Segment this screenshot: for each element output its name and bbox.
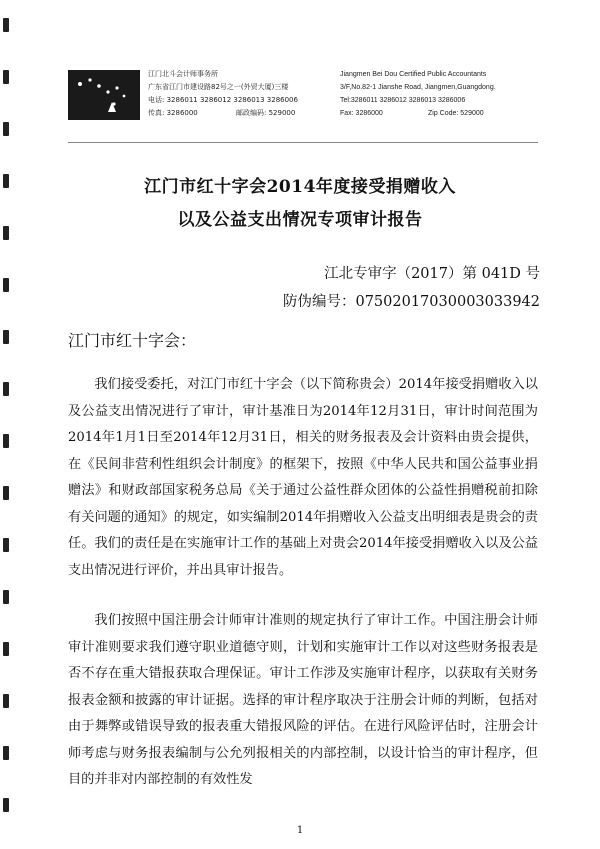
report-title-line2: 以及公益支出情况专项审计报告: [177, 210, 423, 230]
binding-hole: [3, 382, 9, 396]
binding-hole: [3, 746, 9, 760]
fax-postcode-cn: [148, 107, 298, 120]
binding-hole: [3, 694, 9, 708]
binding-hole: [3, 122, 9, 136]
binding-hole: [3, 434, 9, 448]
postcode-cn: 邮政编码: 529000: [236, 109, 296, 117]
letterhead-english: [340, 68, 496, 120]
firm-logo: [68, 70, 140, 120]
binding-hole: [3, 330, 9, 344]
fax-en: Fax: 3286000: [340, 110, 383, 117]
binding-hole: [3, 70, 9, 84]
tel-en: Tel:3286011 3286012 3286013 3286006: [340, 97, 466, 104]
report-title-line1: 江门市红十字会2014年度接受捐赠收入: [144, 177, 456, 197]
letterhead: [68, 60, 538, 130]
page-number: 1: [296, 825, 304, 836]
tel-cn: 电话: 3286011 3286012 3286013 3286006: [148, 96, 298, 104]
binding-hole: [3, 278, 9, 292]
firm-name-cn: 江门北斗会计师事务所: [148, 70, 218, 78]
firm-name-en: Jiangmen Bei Dou Certified Public Accountants: [340, 71, 487, 78]
paragraph-engagement: 我们接受委托，对江门市红十字会（以下简称贵会）2014年接受捐赠收入以及公益支出情况进行了审计，审计基准日为2014年12月31日，审计时间范围为2014年1月1日至2014年12月31日，相关的财务报表及会计资料由贵会提供，在《民间非营利性组织会计制度》的框架下，按照《中华人民共和国公益事业捐赠法》和财政部国家税务总局《关于通过公益性群众团体的公益性捐赠税前扣除有关问题的通知》的规定，如实编制2014年捐赠收入公益支出明细表是贵会的责任。我们的责任是在实施审计工作的基础上对贵会2014年接受捐赠收入以及公益支出情况进行评价，并出具审计报告。: [68, 377, 538, 578]
binding-hole: [3, 18, 9, 32]
binding-holes: [0, 0, 14, 849]
zip-en: Zip Code: 529000: [428, 110, 484, 117]
fax-cn: 传真: 3286000: [148, 109, 198, 117]
letterhead-chinese: [148, 68, 298, 120]
binding-hole: [3, 538, 9, 552]
binding-hole: [3, 590, 9, 604]
reference-number: 江北专审字（2017）第 041D 号: [324, 266, 540, 282]
letterhead-divider: [68, 142, 538, 143]
anti-counterfeit-number: 防伪编号：07502017030003033942: [282, 294, 540, 310]
paragraph-audit-standards: 我们按照中国注册会计师审计准则的规定执行了审计工作。中国注册会计师审计准则要求我们遵守职业道德守则，计划和实施审计工作以对这些财务报表是否不存在重大错报获取合理保证。审计工作涉及实施审计程序，以获取有关财务报表金额和披露的审计证据。选择的审计程序取决于注册会计师的判断，包括对由于舞弊或错误导致的报表重大错报风险的评估。在进行风险评估时，注册会计师考虑与财务报表编制与公允列报相关的内部控制，以设计恰当的审计程序，但目的并非对内部控制的有效性发: [68, 613, 538, 787]
addressee: 江门市红十字会：: [68, 331, 197, 350]
binding-hole: [3, 798, 9, 812]
address-cn: 广东省江门市建设路82号之一(外贸大厦)三楼: [148, 83, 289, 91]
address-en: 3/F,No.82-1 Jianshe Road, Jiangmen,Guangdong.: [340, 84, 496, 91]
fax-zip-en: [340, 107, 496, 120]
binding-hole: [3, 486, 9, 500]
binding-hole: [3, 642, 9, 656]
